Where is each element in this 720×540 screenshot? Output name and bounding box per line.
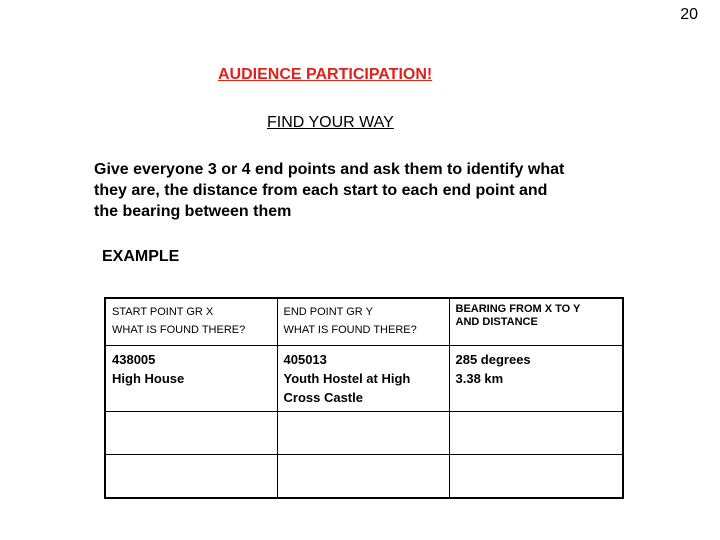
cell-line: 285 degrees xyxy=(455,352,531,367)
empty-cell xyxy=(277,455,449,499)
page-number: 20 xyxy=(680,6,698,23)
intro-line: they are, the distance from each start to each end point and xyxy=(94,182,548,199)
empty-cell xyxy=(449,455,623,499)
cell-start-point xyxy=(105,346,277,412)
header-line: BEARING FROM X TO Y xyxy=(455,303,581,315)
cell-end-point xyxy=(277,346,449,412)
activity-title: FIND YOUR WAY xyxy=(267,114,394,131)
intro-paragraph xyxy=(94,159,639,222)
header-line: WHAT IS FOUND THERE? xyxy=(283,324,417,336)
participation-heading: AUDIENCE PARTICIPATION! xyxy=(218,66,433,83)
cell-bearing-distance xyxy=(449,346,623,412)
header-line: AND DISTANCE xyxy=(455,316,538,328)
cell-line: Youth Hostel at High xyxy=(283,371,411,386)
empty-cell xyxy=(105,412,277,455)
header-line: END POINT GR Y xyxy=(283,306,373,318)
header-line: WHAT IS FOUND THERE? xyxy=(112,324,246,336)
table-row-empty xyxy=(105,455,623,499)
cell-line: Cross Castle xyxy=(283,390,363,405)
cell-line: 438005 xyxy=(112,352,156,367)
empty-cell xyxy=(449,412,623,455)
intro-line: the bearing between them xyxy=(94,203,292,220)
empty-cell xyxy=(105,455,277,499)
header-line: START POINT GR X xyxy=(112,306,214,318)
table-row-empty xyxy=(105,412,623,455)
cell-line: 405013 xyxy=(283,352,327,367)
empty-cell xyxy=(277,412,449,455)
example-label: EXAMPLE xyxy=(102,248,180,265)
cell-line: 3.38 km xyxy=(455,371,504,386)
header-bearing-distance xyxy=(449,298,623,346)
example-table xyxy=(104,297,624,499)
table-header-row xyxy=(105,298,623,346)
intro-line: Give everyone 3 or 4 end points and ask them to identify what xyxy=(94,161,565,178)
cell-line: High House xyxy=(112,371,185,386)
header-start-point xyxy=(105,298,277,346)
table-row xyxy=(105,346,623,412)
header-end-point xyxy=(277,298,449,346)
